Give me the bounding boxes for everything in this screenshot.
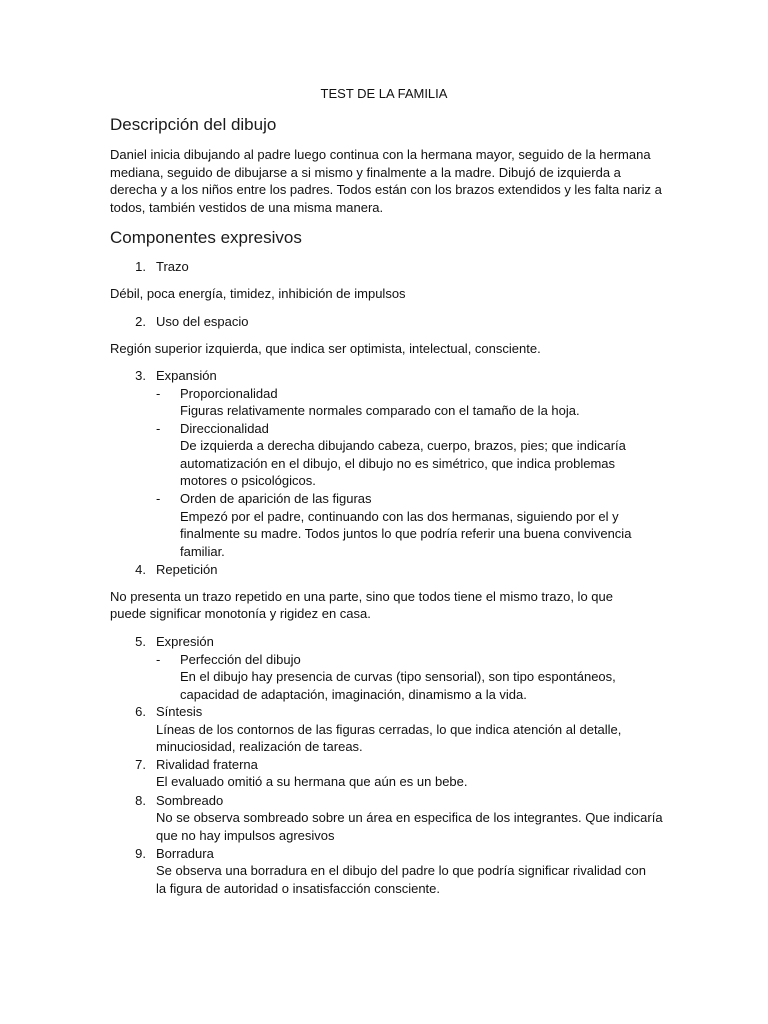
paragraph-line: No presenta un trazo repetido en una parte, sino que todos tiene el mismo trazo, lo que [110,589,613,604]
paragraph-line: mediana, seguido de dibujarse a si mismo y finalmente a la madre. Dibujó de izquierda a [110,165,621,180]
paragraph-line: derecha y a los niños entre los padres. Todos están con los brazos extendidos y les falta nariz a [110,182,662,197]
bullet-dash: - [156,386,161,401]
list-item-label: Síntesis [156,704,203,719]
list-item-label: Sombreado [156,793,224,808]
list-item-line: minuciosidad, realización de tareas. [156,739,363,754]
list-item-line: la figura de autoridad o insatisfacción consciente. [156,881,441,896]
sub-item-line: familiar. [180,544,225,559]
sub-item-line: De izquierda a derecha dibujando cabeza, cuerpo, brazos, pies; que indicaría [180,438,626,453]
list-number: 1. [135,259,146,274]
section-heading-components: Componentes expresivos [110,228,302,247]
list-item-label: Rivalidad fraterna [156,757,258,772]
paragraph-line: todos, también vestidos de una misma manera. [110,200,384,215]
sub-item-line: En el dibujo hay presencia de curvas (tipo sensorial), son tipo espontáneos, [180,669,616,684]
list-number: 9. [135,846,146,861]
sub-item-line: Empezó por el padre, continuando con las dos hermanas, siguiendo por el y [180,509,619,524]
list-number: 8. [135,793,146,808]
sub-item-label: Orden de aparición de las figuras [180,491,372,506]
paragraph-line: Débil, poca energía, timidez, inhibición de impulsos [110,286,406,301]
sub-item-line: Figuras relativamente normales comparado con el tamaño de la hoja. [180,403,580,418]
list-number: 2. [135,314,146,329]
list-number: 3. [135,368,146,383]
list-item-line: Se observa una borradura en el dibujo del padre lo que podría significar rivalidad con [156,863,646,878]
sub-item-label: Direccionalidad [180,421,269,436]
list-item-label: Trazo [156,259,189,274]
list-item-line: Líneas de los contornos de las figuras cerradas, lo que indica atención al detalle, [156,722,622,737]
list-number: 4. [135,562,146,577]
list-number: 5. [135,634,146,649]
bullet-dash: - [156,491,161,506]
list-number: 7. [135,757,146,772]
bullet-dash: - [156,652,161,667]
list-item-label: Expresión [156,634,214,649]
document-title: TEST DE LA FAMILIA [320,86,448,101]
sub-item-label: Proporcionalidad [180,386,278,401]
paragraph-line: puede significar monotonía y rigidez en casa. [110,606,371,621]
list-item-line: que no hay impulsos agresivos [156,828,335,843]
sub-item-line: motores o psicológicos. [180,473,316,488]
sub-item-line: finalmente su madre. Todos juntos lo que podría referir una buena convivencia [180,526,632,541]
sub-item-label: Perfección del dibujo [180,652,301,667]
sub-item-line: automatización en el dibujo, el dibujo no es simétrico, que indica problemas [180,456,616,471]
list-item-label: Repetición [156,562,218,577]
paragraph-line: Daniel inicia dibujando al padre luego continua con la hermana mayor, seguido de la hermana [110,147,651,162]
bullet-dash: - [156,421,161,436]
list-item-label: Borradura [156,846,214,861]
list-item-label: Expansión [156,368,217,383]
paragraph-line: Región superior izquierda, que indica ser optimista, intelectual, consciente. [110,341,541,356]
section-heading-description: Descripción del dibujo [110,115,277,134]
list-item-label: Uso del espacio [156,314,249,329]
list-item-line: No se observa sombreado sobre un área en especifica de los integrantes. Que indicaría [156,810,663,825]
list-number: 6. [135,704,146,719]
sub-item-line: capacidad de adaptación, imaginación, dinamismo a la vida. [180,687,527,702]
list-item-line: El evaluado omitió a su hermana que aún es un bebe. [156,774,468,789]
